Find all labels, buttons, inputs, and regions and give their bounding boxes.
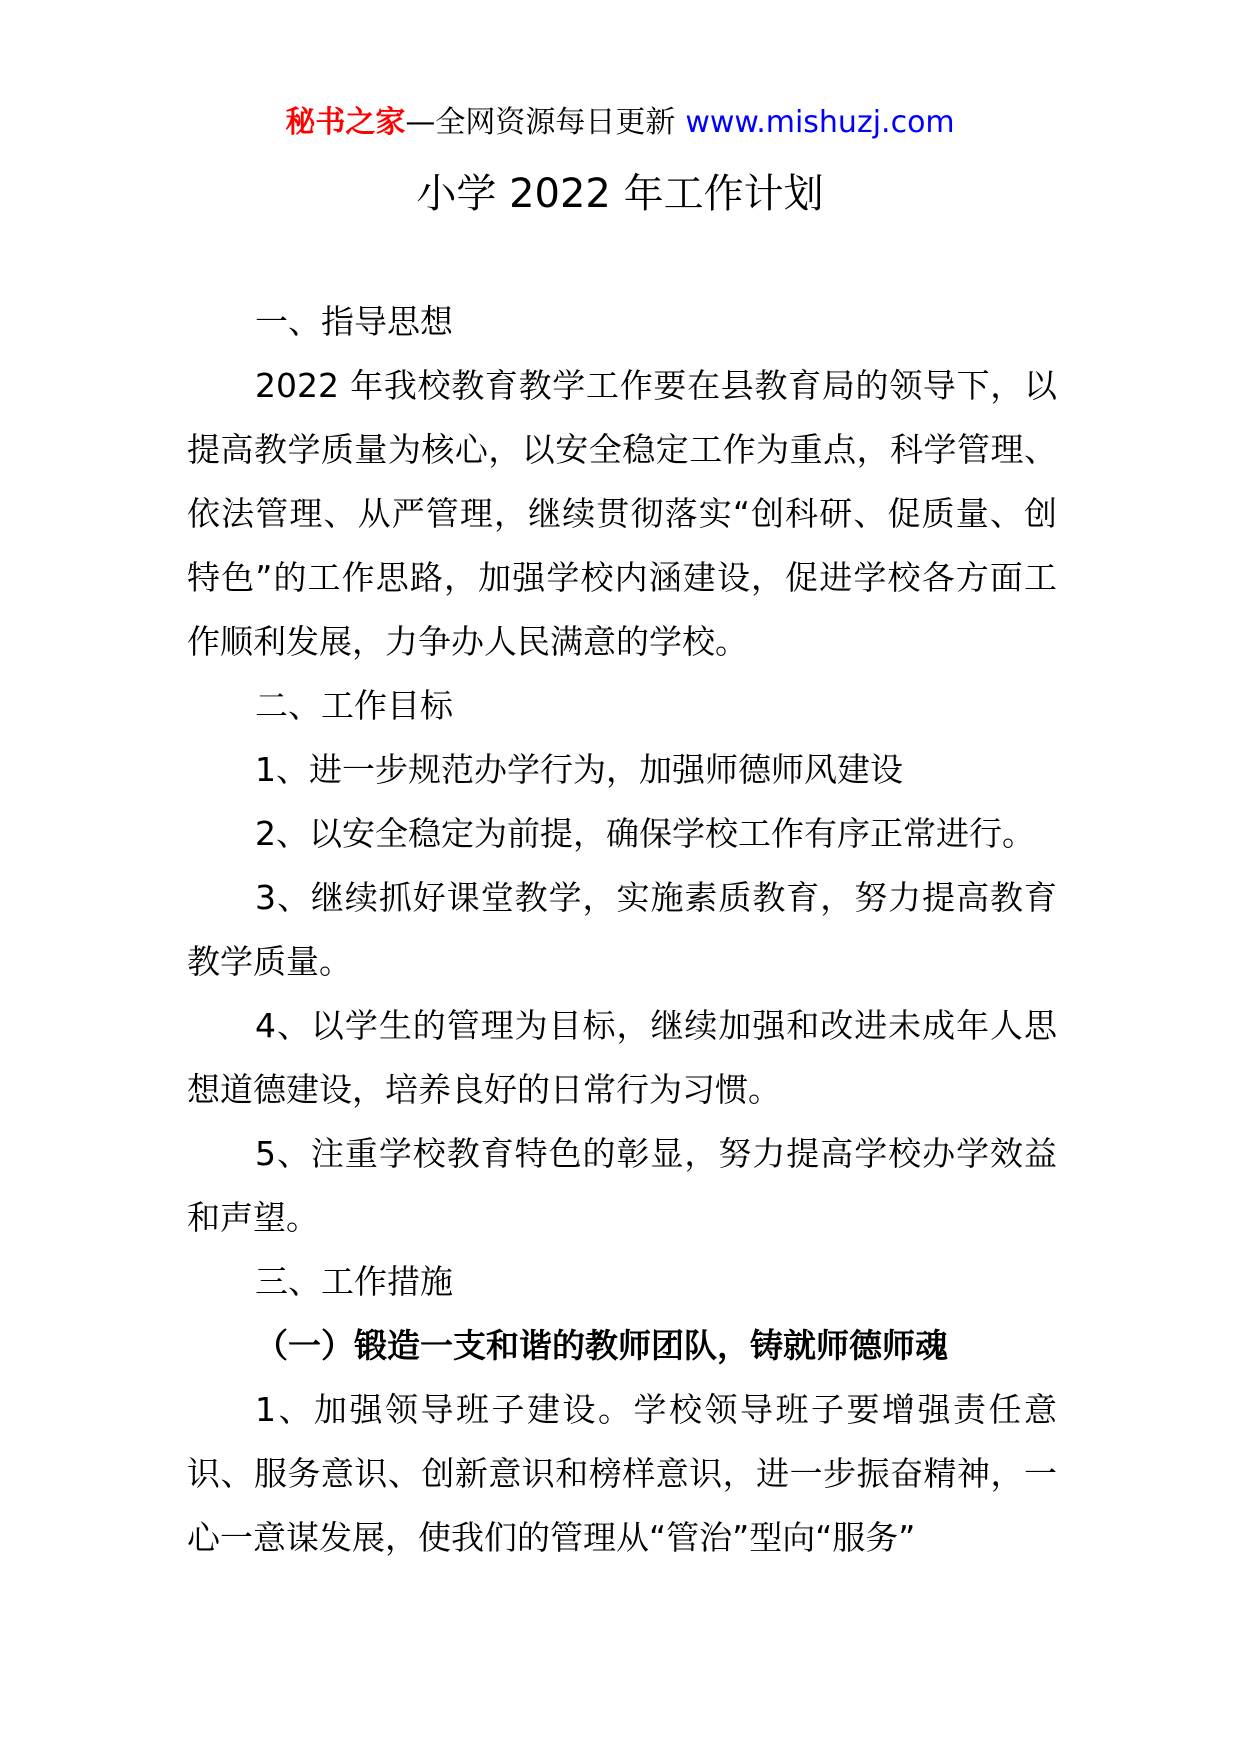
document-title: 小学 2022 年工作计划 [416,171,824,217]
goal-item-3: 3、继续抓好课堂教学，实施素质教育，努力提高教育教学质量。 [187,878,1057,981]
header-slogan: —全网资源每日更新 [405,105,676,140]
site-url-link[interactable]: www.mishuzj.com [685,105,955,140]
goal-item-2: 2、以安全稳定为前提，确保学校工作有序正常进行。 [255,814,1035,853]
subsection-heading-teacher-team: （一）锻造一支和谐的教师团队，铸就师德师魂 [255,1326,948,1365]
document-body [187,290,1057,1570]
section-heading-work-goals: 二、工作目标 [255,686,453,725]
measure-item-1: 1、加强领导班子建设。学校领导班子要增强责任意识、服务意识、创新意识和榜样意识，进一步振奋精神，一心一意谋发展，使我们的管理从“管治”型向“服务” [187,1390,1057,1557]
brand-name: 秘书之家 [285,105,406,140]
section-heading-work-measures: 三、工作措施 [255,1262,453,1301]
goal-item-5: 5、注重学校教育特色的彰显，努力提高学校办学效益和声望。 [187,1134,1057,1237]
site-header [0,103,1240,143]
section-heading-guiding-ideology: 一、指导思想 [255,302,453,341]
paragraph-guiding-ideology: 2022 年我校教育教学工作要在县教育局的领导下，以提高教学质量为核心，以安全稳定工作为重点，科学管理、依法管理、从严管理，继续贯彻落实“创科研、促质量、创特色”的工作思路，加强学校内涵建设，促进学校各方面工作顺利发展，力争办人民满意的学校。 [187,366,1057,661]
goal-item-4: 4、以学生的管理为目标，继续加强和改进未成年人思想道德建设，培养良好的日常行为习惯。 [187,1006,1057,1109]
goal-item-1: 1、进一步规范办学行为，加强师德师风建设 [255,750,903,789]
